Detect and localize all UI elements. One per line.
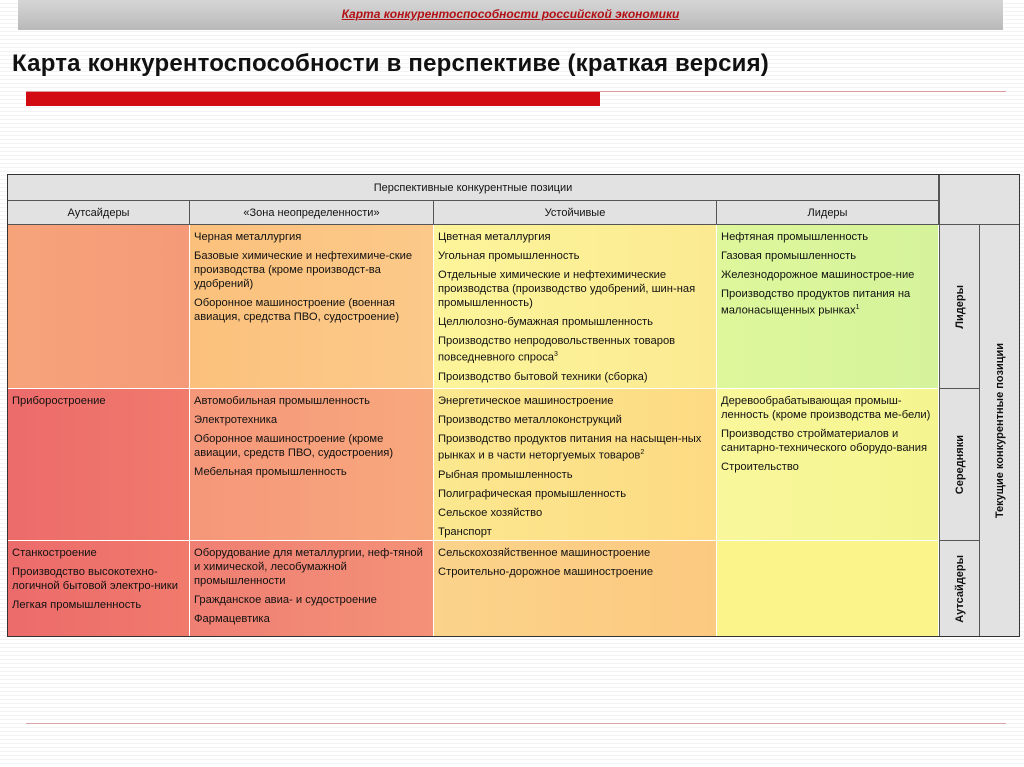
industry-item: Нефтяная промышленность [721, 231, 869, 243]
industry-item: Деревообрабатывающая промыш-ленность (кроме производства ме-бели) [721, 395, 931, 421]
col-header-label: «Зона неопределенности» [243, 206, 380, 219]
industry-item: Строительно-дорожное машиностроение [438, 566, 654, 578]
top-banner-label: Карта конкурентоспособности российской экономики [341, 7, 680, 21]
row-label-middle [939, 389, 979, 541]
industry-item: Производство стройматериалов и санитарно-технического оборудо-вания [721, 428, 928, 454]
row-label-leaders [939, 225, 979, 389]
group-header [8, 175, 939, 201]
cell-r1-leaders [717, 225, 939, 389]
industry-item: Приборостроение [12, 395, 106, 407]
row-label-text: Лидеры [953, 284, 966, 329]
cell-r3-leaders [717, 541, 939, 636]
current-positions-label [979, 225, 1019, 636]
industry-item: Мебельная промышленность [194, 466, 347, 478]
industry-item: Строительство [721, 461, 799, 473]
cell-r2-zone [190, 389, 434, 541]
industry-item: Производство продуктов питания на малонасыщенных рынках$^1$ [721, 288, 911, 317]
industry-item: Рыбная промышленность [438, 468, 573, 481]
industry-item: Полиграфическая промышленность [438, 487, 627, 500]
cell-r2-outsiders [8, 389, 190, 541]
industry-item: Базовые химические и нефтехимиче-ские производства (кроме производст-ва удобрений) [194, 250, 413, 290]
cell-r3-zone [190, 541, 434, 636]
footnote-mark: 2 [640, 449, 645, 456]
industry-item: Энергетическое машиностроение [438, 395, 614, 407]
cell-r1-stable [434, 225, 717, 389]
page-title: Карта конкурентоспособности в перспективе (краткая версия) [12, 50, 769, 77]
col-header-label: Устойчивые [544, 206, 606, 219]
cell-r1-outsiders [8, 225, 190, 389]
footnote-mark: 3 [554, 351, 558, 358]
title-red-bar [26, 92, 600, 106]
industry-item: Легкая промышленность [12, 599, 142, 611]
col-header-label: Аутсайдеры [67, 206, 130, 219]
industry-item: Производство бытовой техники (сборка) [438, 370, 648, 383]
industry-item: Сельское хозяйство [438, 506, 543, 519]
top-banner [18, 0, 1003, 30]
industry-item: Цветная металлургия [438, 231, 551, 243]
industry-item: Гражданское авиа- и судостроение [194, 594, 377, 606]
col-header-label: Лидеры [807, 206, 848, 219]
industry-item: Электротехника [194, 414, 278, 426]
industry-item: Производство высокотехно-логичной бытовой электро-ники [12, 566, 178, 592]
industry-item: Станкостроение [12, 547, 97, 559]
industry-item: Газовая промышленность [721, 250, 857, 262]
row-label-text: Аутсайдеры [953, 554, 966, 623]
industry-item: Производство металлоконструкций [438, 414, 622, 426]
group-header-label: Перспективные конкурентные позиции [373, 181, 573, 194]
cell-r2-leaders [717, 389, 939, 541]
row-label-text: Середняки [953, 434, 966, 495]
industry-item: Транспорт [438, 525, 492, 538]
footnote-mark: 1 [855, 304, 860, 311]
industry-item: Оборудование для металлургии, неф-тяной и химической, лесобумажной промышленности [194, 547, 423, 587]
industry-item: Автомобильная промышленность [194, 395, 370, 407]
cell-r3-stable [434, 541, 717, 636]
industry-item: Целлюлозно-бумажная промышленность [438, 316, 654, 328]
col-header-stable [434, 201, 717, 225]
footer-line [26, 723, 1006, 724]
corner-cell [939, 175, 1019, 225]
current-positions-text: Текущие конкурентные позиции [993, 342, 1006, 519]
cell-r2-stable [434, 389, 717, 541]
industry-item: Производство непродовольственных товаров повседневного спроса$^3$ [438, 335, 676, 364]
industry-item: Оборонное машиностроение (военная авиация, средства ПВО, судостроение) [194, 297, 400, 323]
industry-item: Железнодорожное машинострое-ние [721, 269, 915, 281]
col-header-outsiders [8, 201, 190, 225]
industry-item: Угольная промышленность [438, 250, 580, 262]
industry-item: Производство продуктов питания на насыщен-ных рынках и в части неторгуемых товаров$^2$ [438, 433, 702, 462]
row-label-outsiders [939, 541, 979, 636]
industry-item: Оборонное машиностроение (кроме авиации, средств ПВО, судостроения) [194, 433, 394, 459]
cell-r3-outsiders [8, 541, 190, 636]
col-header-zone [190, 201, 434, 225]
cell-r1-zone [190, 225, 434, 389]
industry-item: Отдельные химические и нефтехимические производства (производство удобрений, шин-ная промышленность) [438, 269, 696, 309]
industry-item: Фармацевтика [194, 613, 270, 625]
industry-item: Сельскохозяйственное машиностроение [438, 547, 651, 559]
competitiveness-table [7, 174, 1020, 637]
industry-item: Черная металлургия [194, 231, 302, 243]
col-header-leaders [717, 201, 939, 225]
